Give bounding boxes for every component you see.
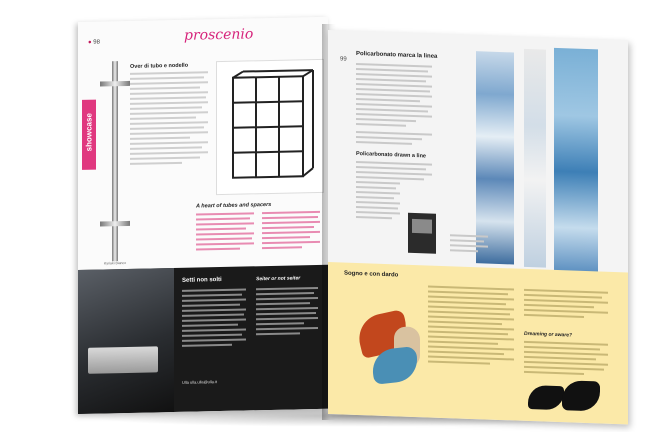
cream-column-3: [524, 341, 612, 379]
bedroom-photo: [78, 268, 174, 414]
tube-shelf-image: [216, 59, 324, 195]
right-sub-title: Policarbonato drawn a line: [356, 150, 426, 160]
dark-column-2: [256, 287, 322, 338]
right-page-number: 99: [340, 56, 347, 63]
left-page-number-text: 98: [93, 39, 100, 46]
dark-feature-title: Setti non solti: [182, 276, 222, 284]
tower-caption: [450, 234, 490, 255]
cream-feature-band: [328, 262, 628, 424]
left-page-number: ● 98: [88, 39, 100, 46]
english-article-title: A heart of tubes and spacers: [196, 201, 272, 210]
dark-feature-band: [78, 265, 328, 414]
image-caption: Kyriaki Bianco: [104, 260, 127, 266]
left-article-title: Over di tubo e nodello: [130, 62, 189, 70]
glass-tower-photo-3: [554, 48, 598, 274]
right-article-column: [356, 63, 434, 149]
right-article-title: Policarbonato marca la linea: [356, 50, 438, 60]
chrome-chair-image: [100, 61, 130, 262]
cream-feature-subtitle: Dreaming or aware?: [524, 330, 573, 339]
cream-feature-title: Sogno e con dardo: [344, 270, 399, 279]
right-page: [328, 30, 628, 424]
left-page: [78, 17, 328, 414]
cream-column-2: [524, 289, 612, 322]
left-article-column: [130, 63, 210, 168]
english-column-1: [196, 212, 256, 253]
black-chairs-image: [528, 379, 604, 416]
glass-tower-photo-1: [476, 51, 514, 264]
dark-column-1: [182, 288, 248, 349]
section-tab: [82, 100, 96, 170]
masthead-logo: proscenio: [184, 26, 254, 44]
small-product-photo: [408, 213, 436, 254]
section-tab-label: showcase: [84, 113, 94, 152]
dark-feature-footer: Ulla ulla.ulla@ulla.it: [182, 379, 217, 385]
glass-tower-photo-2: [524, 49, 546, 268]
cream-column-1: [428, 285, 516, 368]
dark-feature-title-en: Seiter or not seiter: [256, 275, 301, 283]
english-column-2: [262, 211, 322, 252]
